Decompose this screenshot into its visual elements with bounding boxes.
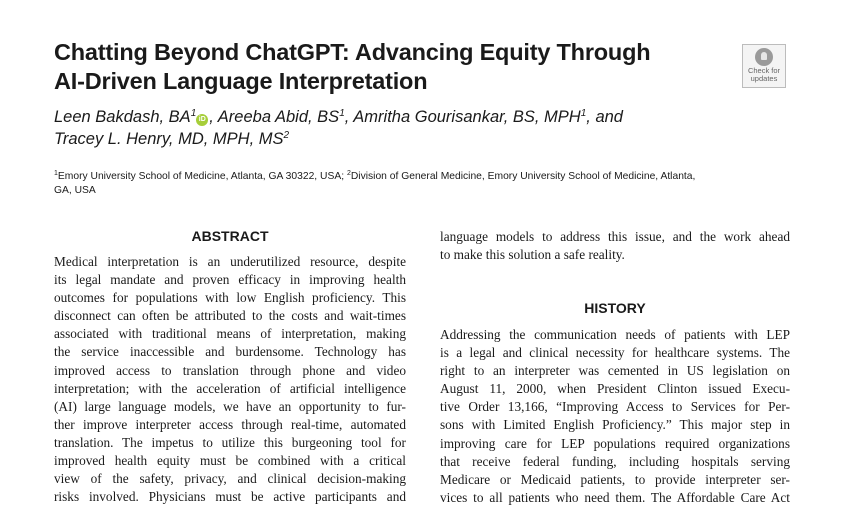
text-line: to make this solution a safe reality.: [440, 247, 625, 263]
history-heading: HISTORY: [584, 300, 646, 316]
article-title: [54, 38, 714, 96]
text-line: its legal mandate and proven efficacy in improving health: [54, 272, 406, 288]
author-name: Tracey L. Henry, MD, MPH, MS: [54, 130, 284, 148]
text-line: associated with traditional means of interpretation, making: [54, 326, 406, 342]
affiliation-line-2: GA, USA: [54, 185, 96, 196]
text-line: tive Order 13,166, “Improving Access to Services for Per-: [440, 399, 790, 415]
author-name: Leen Bakdash, BA: [54, 108, 191, 126]
affiliation-marker: 2: [283, 130, 290, 141]
text-line: is a legal and clinical necessity for healthcare systems. The: [440, 345, 790, 361]
text-line: improving care for LEP populations required organizations: [440, 435, 790, 451]
text-line: that receive federal funding, including hospitals serving: [440, 453, 790, 469]
affiliation-text: Emory University School of Medicine, Atlanta, GA 30322, USA;: [57, 171, 347, 182]
affiliation-text: Division of General Medicine, Emory University School of Medicine, Atlanta,: [350, 171, 696, 182]
text-line: Medical interpretation is an underutilized resource, despite: [54, 254, 406, 269]
text-line: Addressing the communication needs of patients with LEP: [440, 327, 790, 342]
abstract-continued: [440, 228, 790, 264]
check-for-updates-badge[interactable]: [742, 44, 786, 88]
abstract-body: [54, 253, 406, 506]
affiliation-line-1: [54, 170, 794, 184]
badge-text-line-1: Check for: [747, 66, 781, 75]
text-line: right to an interpreter was cemented in US legislation on: [440, 363, 790, 379]
text-line: (AI) large language models, we have an opportunity to fur-: [54, 398, 406, 414]
text-line: outcomes for populations with low English proficiency. This: [54, 290, 406, 306]
title-line-1: Chatting Beyond ChatGPT: Advancing Equity Through: [54, 39, 651, 65]
text-line: improved health equity must be combined with a critical: [54, 453, 406, 469]
orcid-icon[interactable]: iD: [196, 114, 208, 126]
badge-text-line-2: updates: [750, 74, 778, 83]
author-line-1: [54, 106, 754, 128]
title-line-2: AI-Driven Language Interpretation: [54, 68, 428, 94]
history-body: [440, 326, 790, 507]
affiliation-marker: 1: [54, 170, 58, 177]
author-name: , Amritha Gourisankar, BS, MPH: [344, 108, 581, 126]
author-line-2: [54, 128, 754, 150]
text-line: disconnect can often be attributed to the costs and wait-times: [54, 308, 406, 324]
affiliations: [54, 170, 794, 198]
text-line: language models to address this issue, and the work ahead: [440, 229, 790, 244]
text-line: risks involved. Physicians must be active participants and: [54, 489, 406, 505]
affiliation-marker: 1: [190, 108, 197, 119]
affiliation-marker: 1: [580, 108, 587, 119]
text-line: interpretation; with the acceleration of artificial intelligence: [54, 380, 406, 396]
text-line: August 11, 2000, when President Clinton issued Execu-: [440, 381, 790, 397]
affiliation-marker: 1: [339, 108, 345, 119]
abstract-heading: ABSTRACT: [191, 228, 269, 244]
affiliation-marker: 2: [346, 170, 351, 177]
bookmark-icon: [755, 48, 773, 66]
text-line: improved access to translation through phone and video: [54, 362, 406, 378]
text-line: translation. The impetus to utilize this burgeoning tool for: [54, 434, 406, 450]
text-line: Medicare or Medicaid patients, to provide interpreter ser-: [440, 471, 790, 487]
author-name: , Areeba Abid, BS: [209, 108, 340, 126]
conjunction: , and: [586, 108, 623, 126]
text-line: the service inaccessible and burdensome. Technology has: [54, 344, 406, 360]
author-list: [54, 106, 754, 150]
text-line: sons with Limited English Proficiency.” This major step in: [440, 417, 790, 433]
text-line: ther improve interpreter access through real-time, automated: [54, 416, 406, 432]
text-line: view of the safety, privacy, and clinical decision-making: [54, 471, 406, 487]
text-line: vices to all patients who need them. The Affordable Care Act: [440, 489, 790, 505]
